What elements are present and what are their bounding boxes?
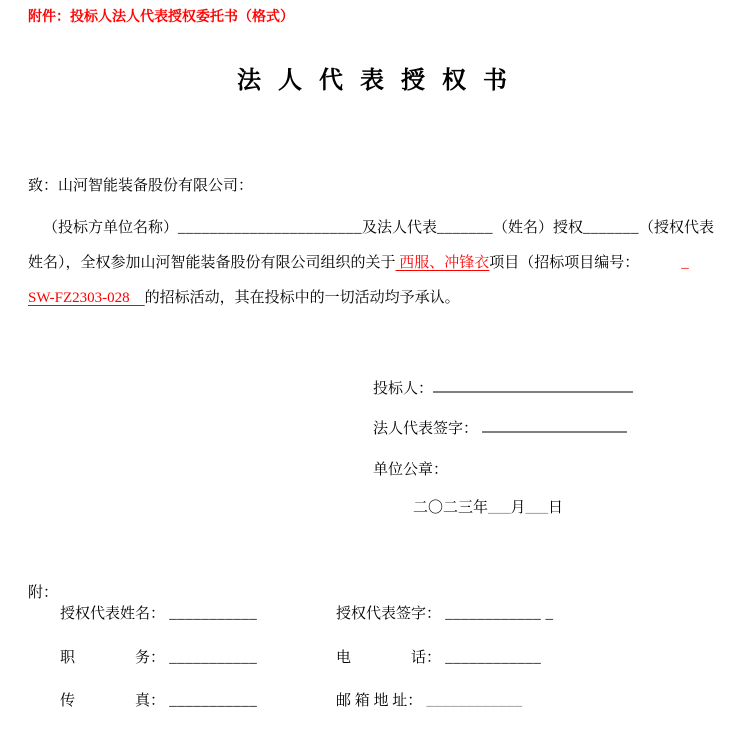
- auth-rep-sign-label: 授权代表签字：: [336, 606, 442, 622]
- project-name-highlight: 西服、冲锋衣: [395, 255, 490, 271]
- auth-rep-name-label: 授权代表姓名：: [60, 606, 166, 622]
- legal-rep-sign-blank-line: [482, 431, 627, 433]
- email-blank: ____________: [422, 693, 523, 709]
- date-day-blank: ___: [525, 500, 549, 516]
- fax-label: 传 真：: [60, 693, 166, 709]
- unit-name-blank: _______________________: [178, 220, 363, 236]
- company-seal-row: [373, 458, 448, 479]
- bidder-blank-line: [433, 391, 633, 393]
- salutation-line: 致：山河智能装备股份有限公司：: [28, 178, 254, 194]
- date-day-text: 日: [548, 500, 564, 516]
- legal-rep-signature-row: [373, 417, 627, 438]
- fax-cell: [60, 689, 257, 710]
- project-code-highlight: SW-FZ2303-028: [28, 290, 145, 306]
- acknowledgement-text: 的招标活动，其在投标中的一切活动均予承认。: [144, 290, 460, 306]
- bidder-label: 投标人：: [373, 381, 434, 397]
- email-label: 邮 箱 地 址：: [336, 693, 423, 709]
- legal-rep-sign-label: 法人代表签字：: [373, 421, 479, 437]
- date-month-blank: ___: [488, 500, 511, 516]
- legal-rep-name-blank: _______: [437, 220, 494, 236]
- project-number-blank-start: _: [681, 255, 689, 271]
- date-year-text: 二〇二三年: [413, 500, 489, 516]
- appendix-row-3: [0, 689, 744, 711]
- position-cell: [60, 646, 257, 667]
- position-blank: ___________: [165, 650, 258, 666]
- legal-rep-text: 及法人代表: [362, 220, 438, 236]
- seal-label: 单位公章：: [373, 462, 449, 478]
- fax-blank: ___________: [165, 693, 258, 709]
- auth-rep-name-cell: [60, 602, 257, 623]
- authorized-rep-text: （授权代表: [639, 220, 715, 236]
- authorize-text: （姓名）授权: [493, 220, 584, 236]
- appendix-row-2: [0, 646, 744, 668]
- participation-text: 姓名），全权参加山河智能装备股份有限公司组织的关于: [28, 255, 396, 271]
- date-month-text: 月: [510, 500, 526, 516]
- attachment-note: 附件：投标人法人代表授权委托书（格式）: [28, 10, 294, 25]
- position-label: 职 务：: [60, 650, 166, 666]
- date-line: [413, 496, 563, 517]
- body-paragraph: [28, 211, 730, 316]
- document-title: 法人代表授权书: [237, 68, 524, 94]
- bidder-unit-name-label: （投标方单位名称）: [43, 220, 179, 236]
- appendix-row-1: [0, 602, 744, 624]
- auth-rep-sign-blank: ____________ _: [441, 606, 554, 622]
- appendix-heading: 附：: [28, 585, 59, 601]
- body-line-3: [28, 281, 730, 316]
- auth-rep-sign-cell: [336, 602, 554, 623]
- phone-label: 电 话：: [336, 650, 442, 666]
- bidder-signature-row: [373, 377, 633, 398]
- authorizee-name-blank: _______: [583, 220, 640, 236]
- email-cell: [336, 689, 523, 710]
- phone-cell: [336, 646, 541, 667]
- body-line-2: [28, 246, 730, 281]
- auth-rep-name-blank: ___________: [165, 606, 258, 622]
- project-number-label: 项目（招标项目编号：: [489, 255, 640, 271]
- phone-blank: ____________: [441, 650, 542, 666]
- body-line-1: [28, 211, 730, 246]
